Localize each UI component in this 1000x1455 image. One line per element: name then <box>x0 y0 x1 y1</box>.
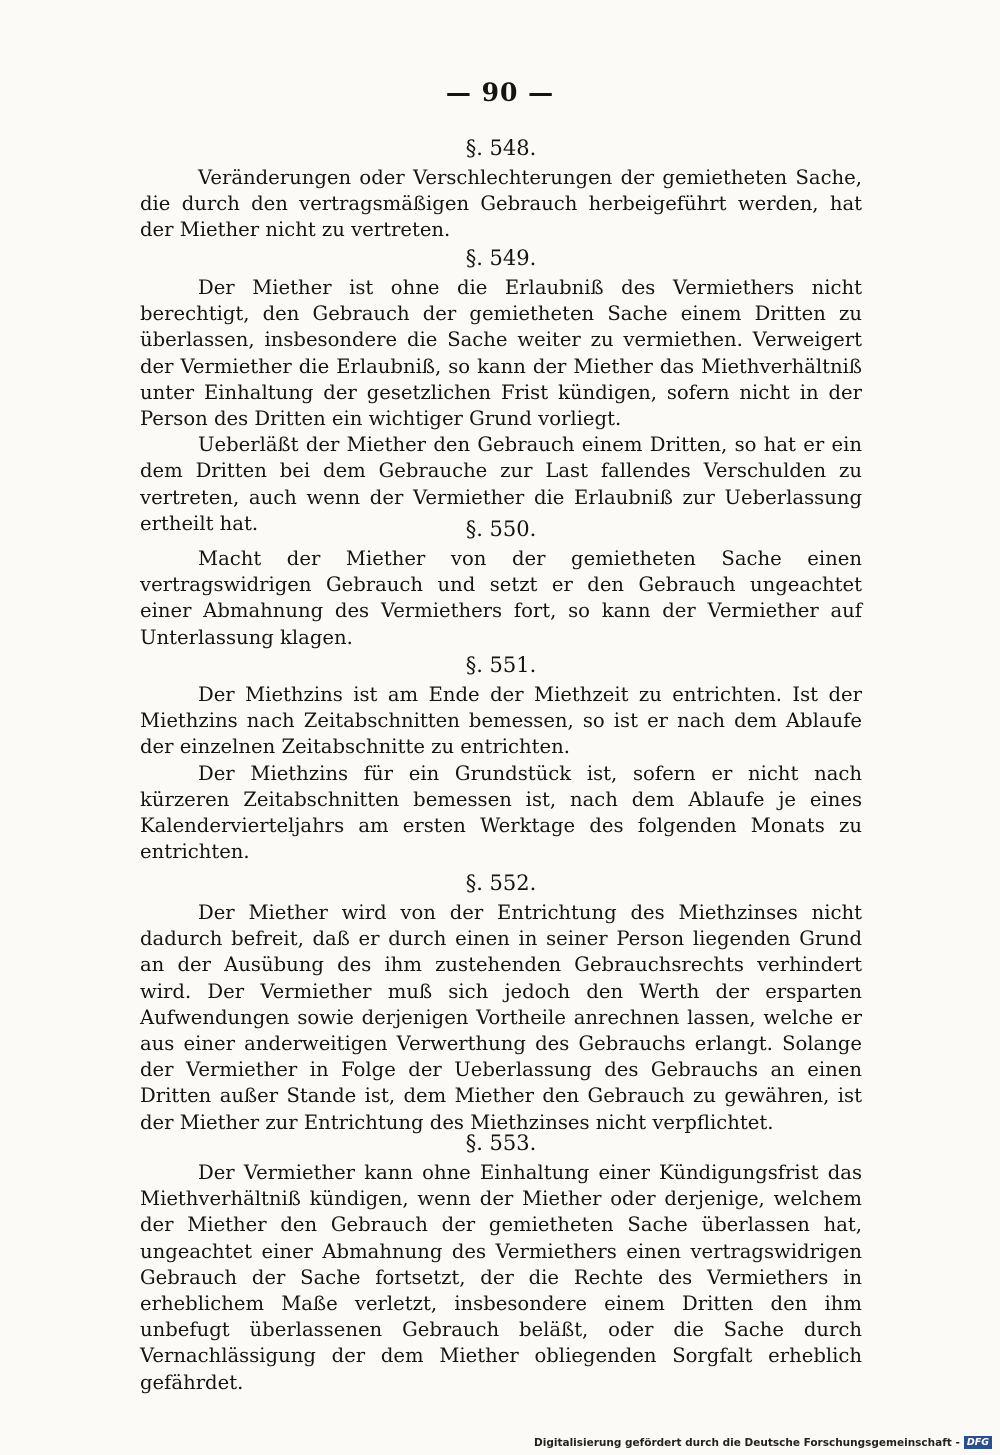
section-549 <box>140 243 862 537</box>
section-title: §. 549. <box>465 246 537 270</box>
section-title: §. 553. <box>465 1131 537 1155</box>
digitization-credit <box>534 1436 992 1449</box>
section-title: §. 548. <box>465 136 537 160</box>
paragraph: Macht der Miether von der gemietheten Sache einen vertragswidrigen Gebrauch und setzt er den Gebrauch ungeachtet einer Abmahnung des Vermiethers fort, so kann der Vermiether auf Unterlassung klagen. <box>140 547 862 649</box>
section-title: §. 551. <box>465 653 537 677</box>
section-title: §. 552. <box>465 871 537 895</box>
paragraph: Der Miethzins ist am Ende der Miethzeit zu entrichten. Ist der Miethzins nach Zeitabschnitten bemessen, so ist er nach dem Ablaufe der einzelnen Zeitabschnitte zu entrichten. <box>140 683 862 759</box>
section-551 <box>140 650 862 865</box>
paragraph: Veränderungen oder Verschlechterungen der gemietheten Sache, die durch den vertragsmäßigen Gebrauch herbeigeführt werden, hat der Miether nicht zu vertreten. <box>140 166 862 242</box>
section-553 <box>140 1128 862 1396</box>
section-548 <box>140 133 862 244</box>
paragraph: Ueberläßt der Miether den Gebrauch einem Dritten, so hat er ein dem Dritten bei dem Gebrauche zur Last fallendes Verschulden zu vertreten, auch wenn der Vermiether die Erlaubniß zur Ueberlassung ertheilt hat. <box>140 433 862 535</box>
section-550 <box>140 514 862 651</box>
paragraph: Der Miether ist ohne die Erlaubniß des Vermiethers nicht berechtigt, den Gebrauch der gemietheten Sache einem Dritten zu überlassen, insbesondere die Sache weiter zu vermiethen. Verweigert der Vermiether die Erlaubniß, so kann der Miether das Miethverhältniß unter Einhaltung der gesetzlichen Frist kündigen, sofern nicht in der Person des Dritten ein wichtiger Grund vorliegt. <box>140 276 862 431</box>
footer-text: Digitalisierung gefördert durch die Deutsche Forschungsgemeinschaft - <box>534 1436 960 1449</box>
section-552 <box>140 868 862 1136</box>
section-title: §. 550. <box>465 517 537 541</box>
paragraph: Der Vermiether kann ohne Einhaltung einer Kündigungsfrist das Miethverhältniß kündigen, wenn der Miether oder derjenige, welchem der Miether den Gebrauch der gemietheten Sache überlassen hat, ungeachtet einer Abmahnung des Vermiethers einen vertragswidrigen Gebrauch der Sache fortsetzt, der die Rechte des Vermiethers in erheblichem Maße verletzt, insbesondere einem Dritten den ihm unbefugt überlassenen Gebrauch beläßt, oder die Sache durch Vernachlässigung der dem Miether obliegenden Sorgfalt erheblich gefährdet. <box>140 1161 862 1394</box>
paragraph: Der Miether wird von der Entrichtung des Miethzinses nicht dadurch befreit, daß er durch einen in seiner Person liegenden Grund an der Ausübung des ihm zustehenden Gebrauchsrechts verhindert wird. Der Vermiether muß sich jedoch den Werth der ersparten Aufwendungen sowie derjenigen Vortheile anrechnen lassen, welche er aus einer anderweitigen Verwerthung des Gebrauchs erlangt. Solange der Vermiether in Folge der Ueberlassung des Gebrauchs an einen Dritten außer Stande ist, dem Miether den Gebrauch zu gewähren, ist der Miether zur Entrichtung des Miethzinses nicht verpflichtet. <box>140 901 862 1134</box>
dfg-logo-icon: DFG <box>964 1436 992 1449</box>
paragraph: Der Miethzins für ein Grundstück ist, sofern er nicht nach kürzeren Zeitabschnitten bemessen ist, nach dem Ablaufe je eines Kalendervierteljahrs am ersten Werktage des folgenden Monats zu entrichten. <box>140 761 862 864</box>
page-number: — 90 — <box>445 78 555 107</box>
